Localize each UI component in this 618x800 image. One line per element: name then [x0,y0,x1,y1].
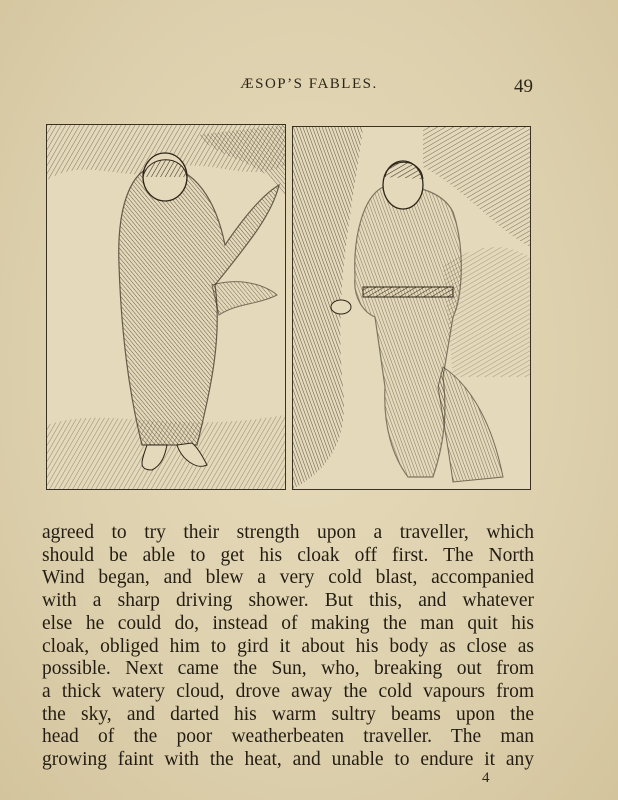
illustration-north-wind [46,124,286,490]
signature-mark: 4 [482,770,490,786]
body-line: agreed to try their strength upon a traveller, which [42,522,534,543]
body-text [42,522,534,772]
body-line: cloak, obliged him to gird it about his body as close as [42,635,534,657]
body-line: the sky, and darted his warm sultry beams upon the [42,703,534,725]
body-line: head of the poor weatherbeaten traveller. The man [42,726,534,748]
engraving-right [293,127,530,489]
illustration-sun [292,126,531,490]
body-line: possible. Next came the Sun, who, breaking out from [42,658,534,680]
body-line: should be able to get his cloak off first. The North [42,544,534,566]
engraving-left [47,125,285,489]
body-line: Wind began, and blew a very cold blast, accompanied [42,567,534,589]
page-number: 49 [514,76,533,97]
body-line: a thick watery cloud, drove away the cold vapours from [42,680,534,702]
body-line: with a sharp driving shower. But this, and whatever [42,590,534,612]
body-line: growing faint with the heat, and unable to endure it any [42,749,534,771]
body-line: else he could do, instead of making the man quit his [42,612,534,634]
running-head: ÆSOP’S FABLES. [240,76,378,92]
